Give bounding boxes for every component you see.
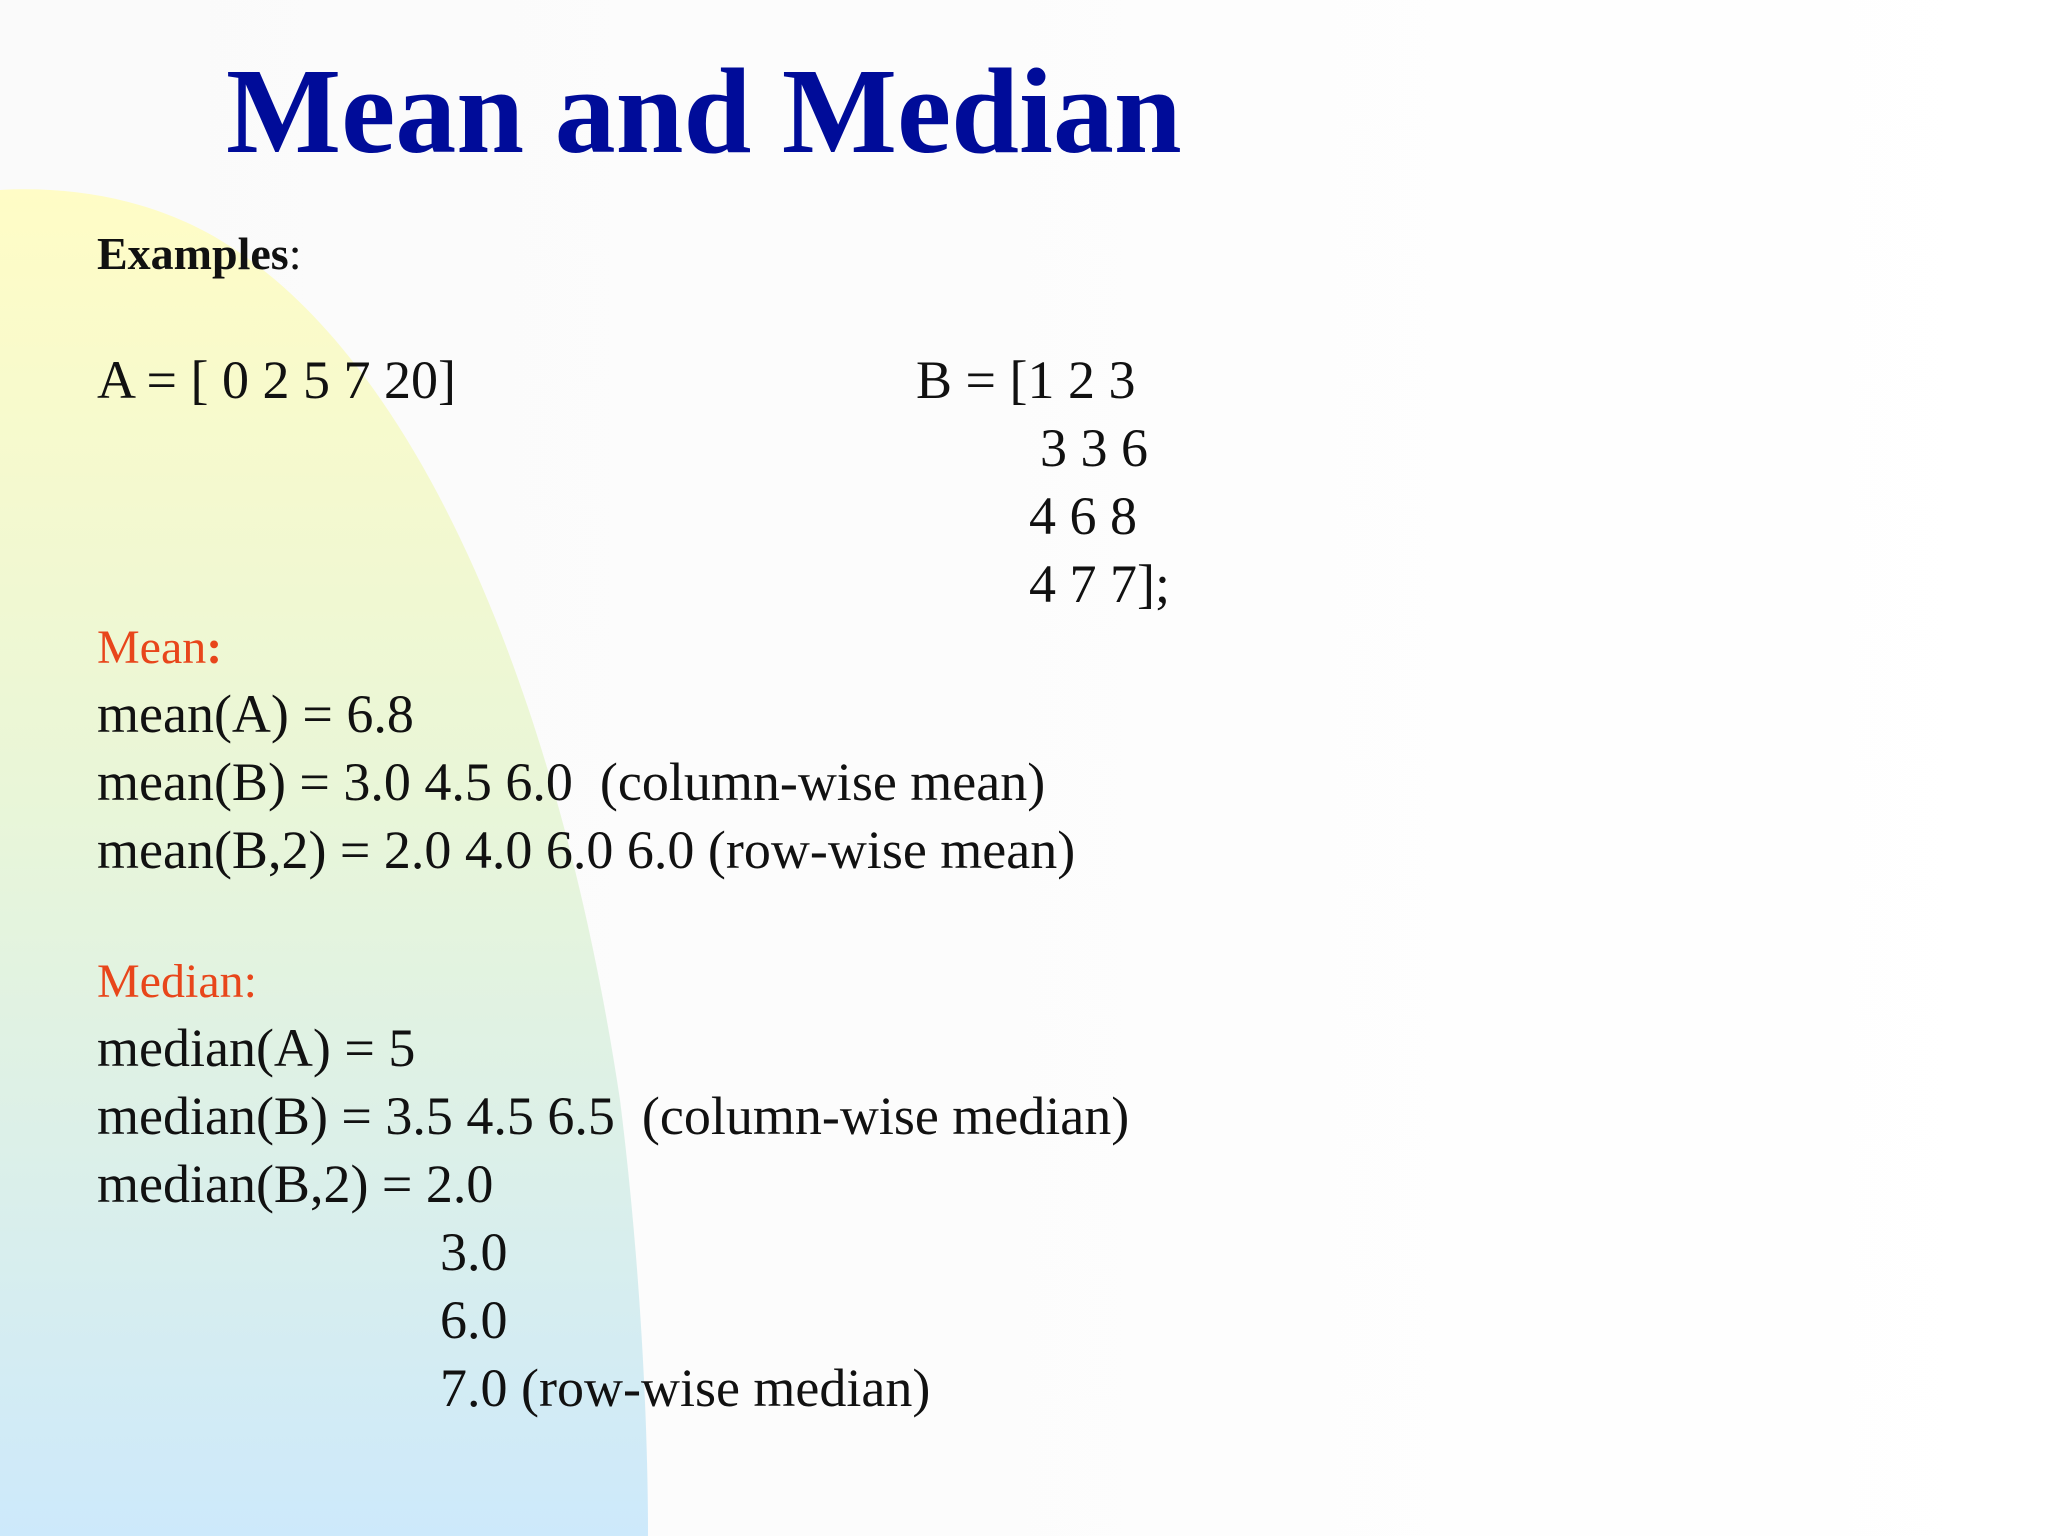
slide-title: Mean and Median	[226, 44, 1182, 179]
median-continuation-line: 6.0	[440, 1290, 508, 1350]
matrix-b-row: 3 3 6	[1040, 418, 1148, 478]
mean-result-line: mean(A) = 6.8	[97, 684, 414, 744]
matrix-b-row: B = [1 2 3	[916, 350, 1136, 410]
mean-section-label	[97, 616, 222, 680]
matrix-a-definition: A = [ 0 2 5 7 20]	[97, 350, 456, 410]
mean-label: Mean	[97, 621, 207, 674]
median-result-line: median(A) = 5	[97, 1018, 416, 1078]
examples-label: Examples	[97, 228, 289, 279]
matrix-b-row: 4 7 7];	[1029, 554, 1170, 614]
matrix-b-row: 4 6 8	[1029, 486, 1137, 546]
median-continuation-line: 3.0	[440, 1222, 508, 1282]
mean-label-colon: :	[206, 621, 223, 674]
examples-colon: :	[288, 228, 302, 279]
mean-result-line: mean(B) = 3.0 4.5 6.0 (column-wise mean)	[97, 752, 1046, 812]
median-result-line: median(B,2) = 2.0	[97, 1154, 494, 1214]
examples-heading	[97, 226, 301, 282]
median-continuation-line: 7.0 (row-wise median)	[440, 1358, 931, 1418]
mean-result-line: mean(B,2) = 2.0 4.0 6.0 6.0 (row-wise mean)	[97, 820, 1076, 880]
median-section-label: Median:	[97, 955, 257, 1008]
median-result-line: median(B) = 3.5 4.5 6.5 (column-wise median)	[97, 1086, 1130, 1146]
